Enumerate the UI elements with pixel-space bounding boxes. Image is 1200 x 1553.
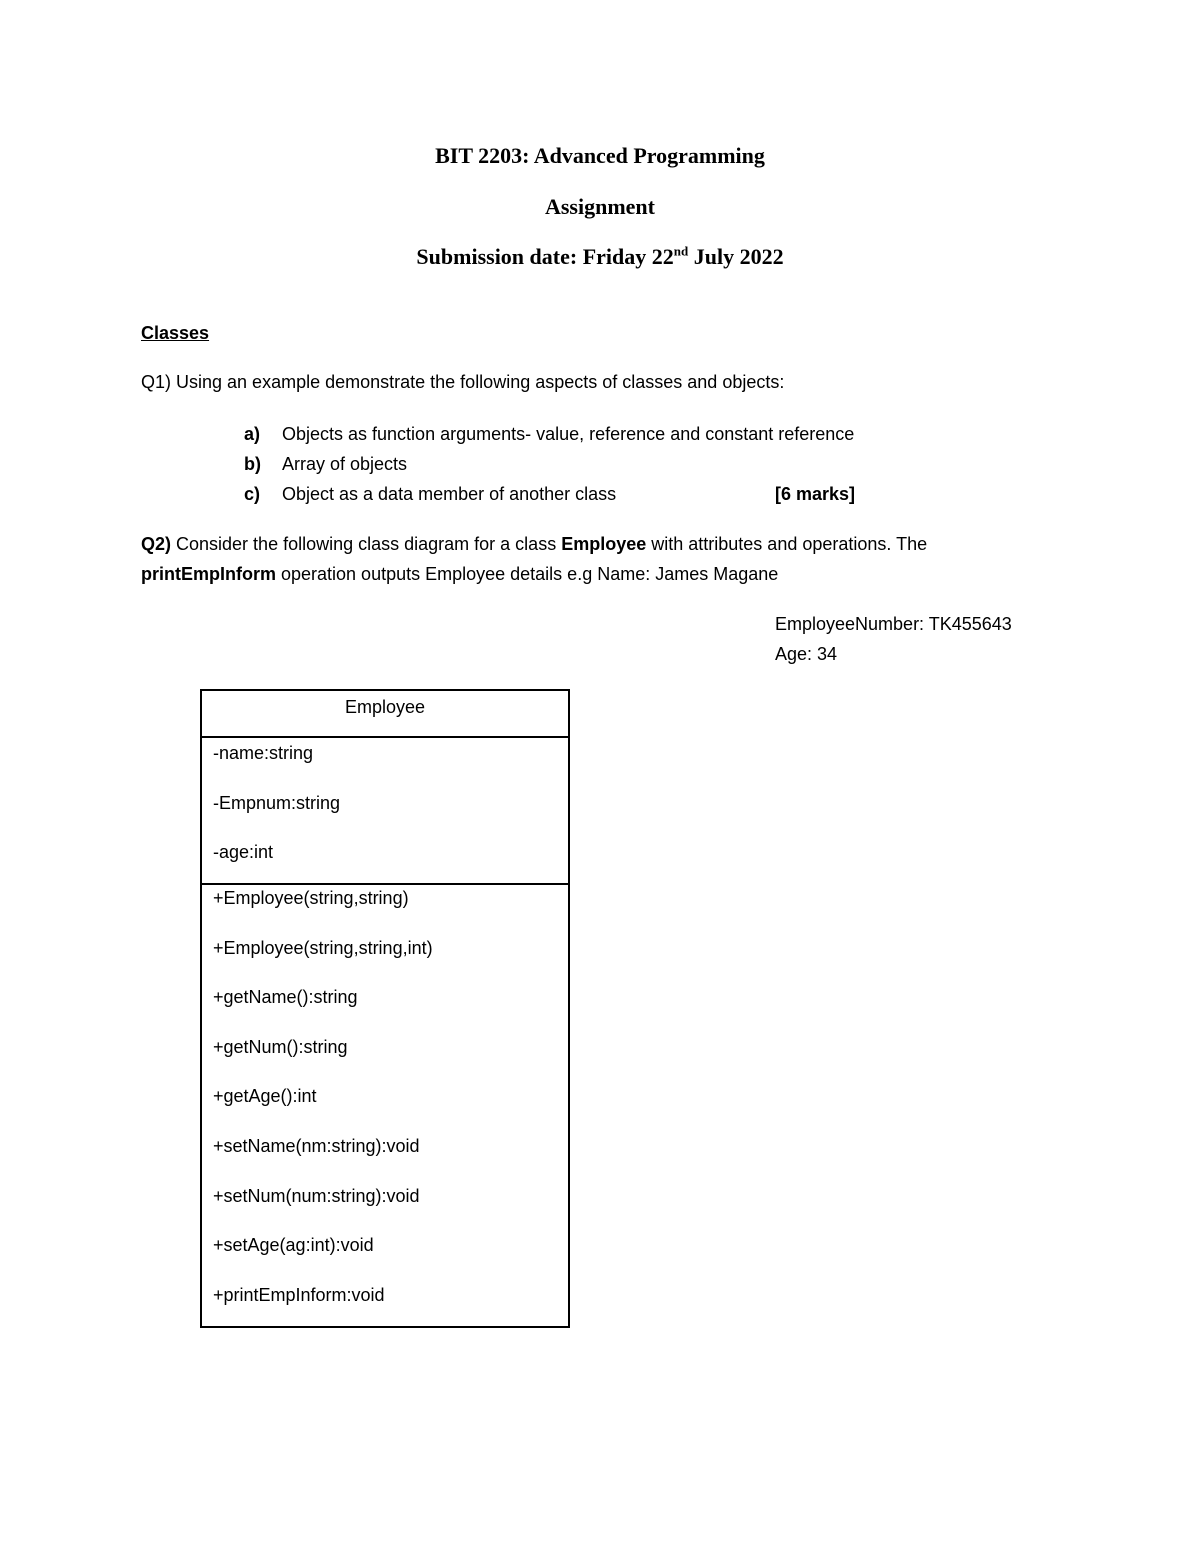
q2-text-c: operation outputs Employee details e.g Name: James Magane — [276, 564, 779, 584]
q1-paragraph — [141, 372, 784, 393]
uml-operation: +Employee(string,string,int) — [213, 937, 433, 958]
q1-item-marker-b: b) — [244, 454, 261, 474]
submission-date-suffix-sup: nd — [673, 243, 689, 259]
uml-class-name: Employee — [202, 691, 568, 738]
q2-example-age: Age: 34 — [775, 644, 838, 664]
course-title: BIT 2203: Advanced Programming — [435, 143, 765, 168]
q1-item-marker-c: c) — [244, 484, 261, 504]
uml-operation: +getAge():int — [213, 1086, 317, 1107]
q1-item-text-c: Object as a data member of another class — [282, 484, 617, 504]
uml-operation: +setName(nm:string):void — [213, 1135, 420, 1156]
q2-paragraph-line1 — [141, 534, 927, 555]
q2-text-b: with attributes and operations. The — [646, 534, 928, 554]
uml-operation: +setAge(ag:int):void — [213, 1235, 374, 1256]
uml-operation: +printEmpInform:void — [213, 1284, 385, 1305]
q2-class-name: Employee — [561, 534, 647, 554]
uml-attribute: -Empnum:string — [213, 792, 341, 813]
q2-paragraph-line2 — [141, 564, 778, 585]
uml-attributes — [202, 738, 568, 885]
uml-class-diagram — [200, 689, 570, 1328]
uml-operations — [202, 885, 568, 1331]
section-heading: Classes — [141, 323, 210, 343]
q1-marks: [6 marks] — [775, 484, 856, 504]
q2-op-name: printEmpInform — [141, 564, 276, 584]
uml-attribute: -name:string — [213, 743, 314, 763]
uml-attribute: -age:int — [213, 842, 274, 862]
submission-date-rest: July 2022 — [688, 244, 784, 269]
q2-text-a: Consider the following class diagram for a class — [171, 534, 562, 554]
q1-item-text-b: Array of objects — [282, 454, 408, 474]
submission-date-prefix: Submission date: Friday 22 — [416, 244, 674, 269]
q2-example-number: EmployeeNumber: TK455643 — [775, 614, 1012, 634]
uml-operation: +Employee(string,string) — [213, 888, 409, 908]
q1-text: Using an example demonstrate the following aspects of classes and objects: — [171, 372, 785, 392]
uml-operation: +getName():string — [213, 987, 358, 1008]
q1-item-text-a: Objects as function arguments- value, reference and constant reference — [282, 424, 855, 444]
q2-label: Q2) — [141, 534, 172, 554]
q1-label: Q1) — [141, 372, 172, 392]
submission-date — [0, 244, 1200, 270]
assignment-title: Assignment — [544, 194, 655, 219]
q1-item-marker-a: a) — [244, 424, 261, 444]
uml-operation: +getNum():string — [213, 1036, 348, 1057]
uml-operation: +setNum(num:string):void — [213, 1185, 420, 1206]
